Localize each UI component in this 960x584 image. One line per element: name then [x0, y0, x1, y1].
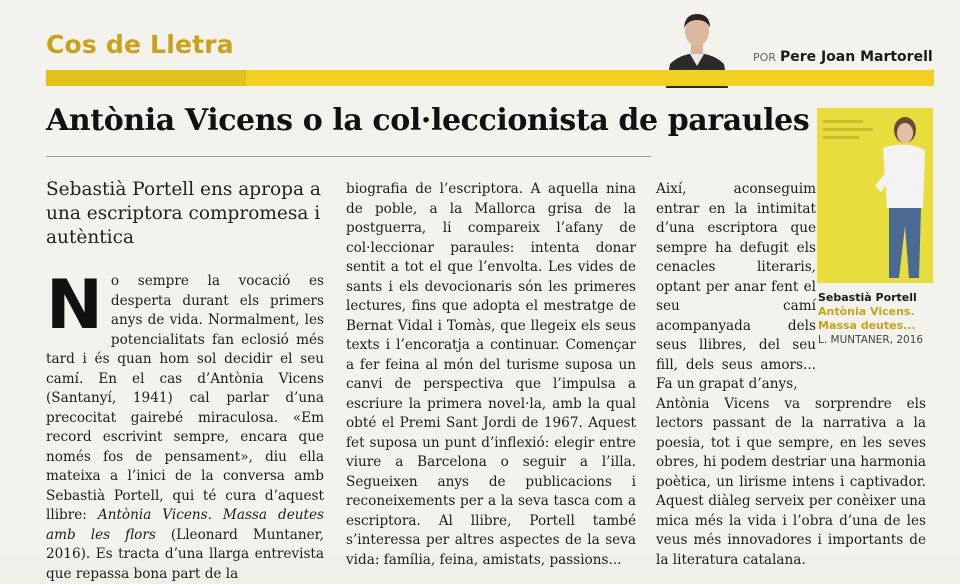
book-cover-image — [817, 108, 933, 283]
byline — [753, 49, 933, 65]
column-1-text-end: (Lleonard Muntaner, 2016). Es tracta d’una llarga entrevista que repassa bona part de la — [46, 526, 324, 582]
column-3-text: Antònia Vicens va sorprendre els lectors passant de la narrativa a la poesia, tot i que sempre, en les seves obres, hi podem destriar una harmonia poètica, un lirisme intens i captivador. Aquest diàleg serveix per conèixer una mica més la vida i l’obra d’una de les veus més innovadores i importants de la literatura catalana. — [656, 395, 926, 568]
byline-author: Pere Joan Martorell — [779, 49, 933, 65]
column-1-book-title: Antònia Vicens. Massa deutes amb les flors — [46, 507, 324, 543]
column-1-text: o sempre la vocació es desperta durant els primers anys de vida. Normalment, les potencialitats fan eclosió més tard i és quan hom sol decidir el seu camí. En el cas d’Antònia Vicens (Santanyí, 1941) cal parlar d’una precocitat gairebé miraculosa. «Em record escrivint sempre, encara que només fos de pensament», diu ella mateixa a l’inici de la conversa amb Sebastià Portell, qui té cura d’aquest llibre: — [46, 273, 324, 523]
book-author: Sebastià Portell — [818, 291, 917, 304]
column-3-text-narrow: Així, aconseguim entrar en la intimitat d’una escriptora que sempre ha defugit els cenacles literaris, optant per anar fent el seu camí acompanyada dels seus llibres, del seu fill, dels seus amors... Fa un grapat d’anys, — [656, 181, 816, 392]
byline-prefix: POR — [753, 51, 776, 64]
column-2 — [346, 180, 636, 570]
column-2-text: biografia de l’escriptora. A aquella nina de poble, a la Mallorca grisa de la postguerra, li compareix l’afany de col·leccionar paraules: intenta donar sentit a tot el que l’envolta. Les vides de sants i els devocionaris són les primeres lectures, fins que adopta el mestratge de Bernat Vidal i Tomàs, que llegeix els seus texts i l’encoratja a continuar. Començar a fer feina al món del turisme suposa un canvi de perspectiva que l’impulsa a escriure la primera novel·la, amb la qual obté el Premi Sant Jordi de 1967. Aquest fet suposa un punt d’inflexió: elegir entre viure a Barcelona o seguir a l’illa. Segueixen anys de publicacions i reconeixements per a la seva tasca com a escriptora. Al llibre, Portell també s’interessa per altres aspectes de la seva vida: família, feina, amistats, passions... — [346, 181, 636, 568]
title-rule — [46, 156, 651, 157]
book-caption — [818, 291, 938, 333]
drop-cap: N — [46, 266, 103, 345]
section-bar — [46, 70, 934, 86]
book-title: Antònia Vicens. Massa deutes... — [818, 305, 916, 332]
book-publisher: L. MUNTANER, 2016 — [818, 334, 924, 346]
article-title: Antònia Vicens o la col·leccionista de paraules — [46, 103, 810, 138]
section-title: Cos de Lletra — [46, 30, 234, 59]
column-1 — [46, 266, 324, 584]
article-subtitle: Sebastià Portell ens apropa a una escriptora compromesa i autèntica — [46, 179, 321, 248]
